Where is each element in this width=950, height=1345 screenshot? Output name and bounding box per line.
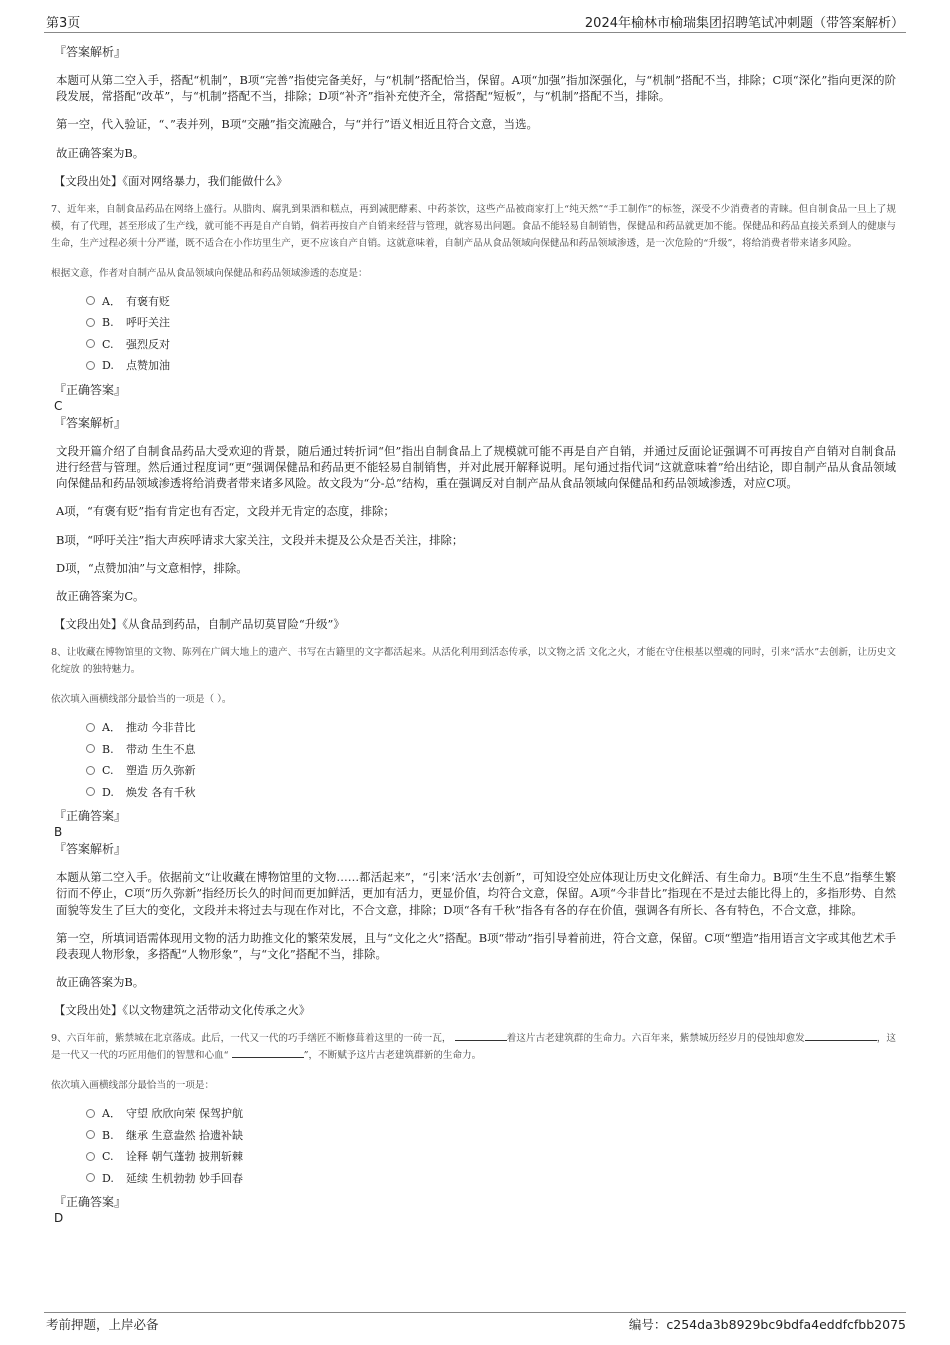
question-9-options <box>86 1103 896 1189</box>
passage-source: 【文段出处】《以文物建筑之活带动文化传承之火》 <box>54 1003 311 1018</box>
radio-icon[interactable] <box>86 1130 95 1139</box>
radio-icon[interactable] <box>86 744 95 753</box>
question-7-prompt: 根据文意，作者对自制产品从食品领域向保健品和药品领域渗透的态度是： <box>51 267 368 279</box>
analysis-conclusion: 故正确答案为C。 <box>56 589 145 604</box>
analysis-paragraph: 本题可从第二空入手，搭配“机制”，B项“完善”指使完备美好，与“机制”搭配恰当，保留。A项“加强”指加深强化，与“机制”搭配不当，排除；C项“深化”指向更深的阶段发展，常搭配“改革”，与“机制”搭配不当，排除；D项“补齐”指补充使齐全，常搭配“短板”，与“机制”搭配不当，排除。 <box>56 73 896 104</box>
analysis-label: 『答案解析』 <box>54 842 127 857</box>
radio-icon[interactable] <box>86 1109 95 1118</box>
footer-slogan: 考前押题，上岸必备 <box>46 1317 159 1332</box>
option-c[interactable]: C. 塑造 历久弥新 <box>86 760 896 782</box>
passage-source: 【文段出处】《从食品到药品，自制产品切莫冒险“升级”》 <box>54 617 345 632</box>
radio-icon[interactable] <box>86 296 95 305</box>
option-c[interactable]: C. 强烈反对 <box>86 334 896 356</box>
option-c[interactable]: C. 诠释 朝气蓬勃 披荆斩棘 <box>86 1146 896 1168</box>
option-a[interactable]: A． 守望 欣欣向荣 保驾护航 <box>86 1103 896 1125</box>
radio-icon[interactable] <box>86 1152 95 1161</box>
page-content <box>51 44 897 1227</box>
question-7-options <box>86 291 896 377</box>
analysis-paragraph: 本题从第二空入手。依据前文“让收藏在博物馆里的文物……都活起来”，“引来‘活水’去创新”，可知设空处应体现让历史文化鲜活、有生命力。B项“生生不息”指孳生繁衍而不停止，C项“历久弥新”指经历长久的时间而更加鲜活，更加有活力，更显价值，均符合文意，保留。A项“今非昔比”指现在不是过去能比得上的，多指形势、自然面貌等发生了巨大的变化，文段并未将过去与现在作对比，不合文意，排除；D项“各有千秋”指各有各的存在价值，强调各有所长、各有特色，不合文意，排除。 <box>56 870 896 917</box>
option-b[interactable]: B. 继承 生意盎然 拾遗补缺 <box>86 1125 896 1147</box>
fill-blank <box>455 1030 507 1041</box>
page-header <box>44 0 906 33</box>
question-8-prompt: 依次填入画横线部分最恰当的一项是（ ）。 <box>51 694 232 706</box>
fill-blank <box>805 1030 877 1041</box>
footer-divider <box>44 1312 906 1313</box>
document-title: 2024年榆林市榆瑞集团招聘笔试冲刺题（带答案解析） <box>584 16 904 31</box>
passage-source: 【文段出处】《面对网络暴力，我们能做什么》 <box>54 173 288 188</box>
analysis-paragraph: 第一空，代入验证，“、”表并列，B项“交融”指交流融合，与“并行”语义相近且符合文意，当选。 <box>56 117 538 132</box>
correct-answer-label: 『正确答案』 <box>54 382 127 397</box>
question-9-prompt: 依次填入画横线部分最恰当的一项是： <box>51 1080 215 1092</box>
option-b[interactable]: B. 呼吁关注 <box>86 312 896 334</box>
option-d[interactable]: D. 延续 生机勃勃 妙手回春 <box>86 1168 896 1190</box>
question-9-text: 9、六百年前，紫禁城在北京落成。此后，一代又一代的巧手缮匠不断修葺着这里的一砖一瓦， 着这片古老建筑群的生命力。六百年来，紫禁城历经岁月的侵蚀却愈发 ，这是一代又一代的巧匠用他们的智慧和心血“ ”，不断赋予这片古老建筑群新的生命力。 <box>51 1030 896 1064</box>
analysis-paragraph: A项，“有褒有贬”指有肯定也有否定，文段并无肯定的态度，排除； <box>56 504 395 519</box>
analysis-label: 『答案解析』 <box>54 415 127 430</box>
option-a[interactable]: A． 推动 今非昔比 <box>86 717 896 739</box>
radio-icon[interactable] <box>86 318 95 327</box>
correct-answer-label: 『正确答案』 <box>54 809 127 824</box>
correct-answer: B <box>54 825 63 840</box>
radio-icon[interactable] <box>86 723 95 732</box>
question-7-text: 7、近年来，自制食品药品在网络上盛行。从腊肉、腐乳到果酒和糕点，再到减肥酵素、中药茶饮，这些产品被商家打上“纯天然”“手工制作”的标签，深受不少消费者的青睐。但自制食品一旦上了规模，有了代理，甚至形成了生产线，就可能不再是自产自销，倘若再按自产自销来经营与管理，就容易出问题。食品不能轻易自制销售，保健品和药品就更加不能。保健品和药品直接关系到人的健康与生命，生产过程必须十分严谨，既不适合在小作坊里生产，更不应该自产自销。这就意味着，自制产品从食品领域向保健品和药品领域渗透，是一次危险的“升级”，将给消费者带来诸多风险。 <box>51 203 896 249</box>
correct-answer-label: 『正确答案』 <box>54 1195 127 1210</box>
analysis-paragraph: B项，“呼吁关注”指大声疾呼请求大家关注，文段并未提及公众是否关注，排除； <box>56 532 464 547</box>
radio-icon[interactable] <box>86 766 95 775</box>
radio-icon[interactable] <box>86 787 95 796</box>
radio-icon[interactable] <box>86 361 95 370</box>
correct-answer: D <box>54 1211 64 1226</box>
radio-icon[interactable] <box>86 1173 95 1182</box>
question-8-options <box>86 717 896 803</box>
correct-answer: C <box>54 398 63 413</box>
analysis-paragraph: 第一空，所填词语需体现用文物的活力助推文化的繁荣发展，且与“文化之火”搭配。B项“带动”指引导着前进，符合文意，保留。C项“塑造”指用语言文字或其他艺术手段表现人物形象，多搭配“人物形象”，与“文化”搭配不当，排除。 <box>56 930 896 962</box>
document-id: 编号：c254da3b8929bc9bdfa4eddfcfbb2075 <box>628 1317 906 1332</box>
question-8-text: 8、让收藏在博物馆里的文物、陈列在广阔大地上的遗产、书写在古籍里的文字都活起来。从活化利用到活态传承，以文物之活 文化之火，才能在守住根基以塑魂的同时，引来“活水”去创新，让历史文化绽放 的独特魅力。 <box>51 647 896 676</box>
option-b[interactable]: B. 带动 生生不息 <box>86 739 896 761</box>
option-a[interactable]: A． 有褒有贬 <box>86 291 896 313</box>
page-number: 第3页 <box>46 16 81 31</box>
analysis-conclusion: 故正确答案为B。 <box>56 975 145 990</box>
radio-icon[interactable] <box>86 339 95 348</box>
analysis-label: 『答案解析』 <box>54 45 127 59</box>
analysis-paragraph: D项，“点赞加油”与文意相悖，排除。 <box>56 560 248 575</box>
analysis-conclusion: 故正确答案为B。 <box>56 145 145 160</box>
analysis-paragraph: 文段开篇介绍了自制食品药品大受欢迎的背景，随后通过转折词“但”指出自制食品上了规模就可能不再是自产自销，并通过反面论证强调不可再按自产自销对自制食品进行经营与管理。然后通过程度词“更”强调保健品和药品更不能轻易自制销售，并对此展开解释说明。尾句通过指代词“这就意味着”给出结论，即自制产品从食品领域向保健品和药品领域渗透将给消费者带来诸多风险。故文段为“分-总”结构，重在强调反对自制产品从食品领域向保健品和药品领域渗透，对应C项。 <box>56 443 896 491</box>
option-d[interactable]: D. 焕发 各有千秋 <box>86 782 896 804</box>
fill-blank <box>232 1047 304 1058</box>
option-d[interactable]: D. 点赞加油 <box>86 355 896 377</box>
